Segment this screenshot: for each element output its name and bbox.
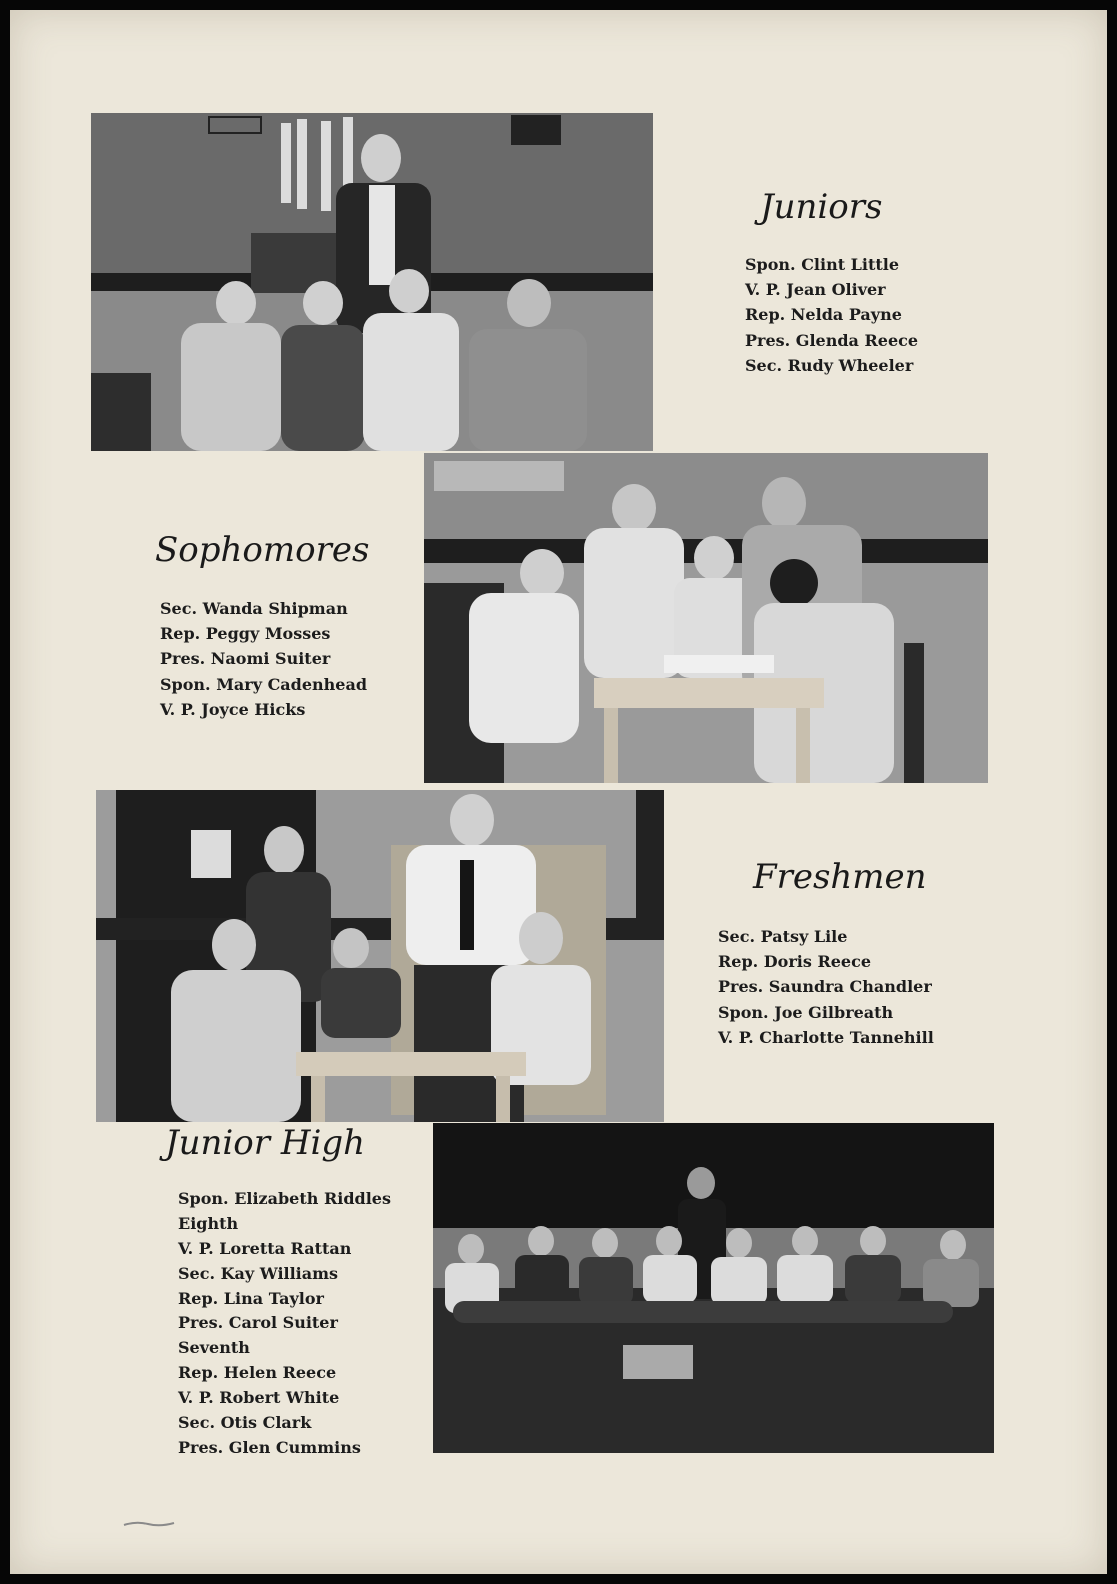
list-item: Pres. Glenda Reece (745, 330, 919, 350)
list-item: Spon. Joe Gilbreath (718, 1002, 894, 1022)
grade-label-seventh: Seventh (178, 1338, 250, 1358)
list-item: Rep. Nelda Payne (745, 305, 902, 325)
list-item: Pres. Saundra Chandler (718, 977, 932, 997)
freshmen-class-photo (96, 790, 664, 1122)
grade-label-eighth: Eighth (178, 1213, 239, 1233)
ink-smudge (122, 1518, 178, 1528)
junior-high-class-photo (433, 1123, 994, 1453)
list-item: Spon. Elizabeth Riddles (178, 1189, 391, 1208)
list-item: Pres. Carol Suiter (178, 1313, 338, 1333)
list-item: Sec. Wanda Shipman (160, 599, 348, 618)
yearbook-page (10, 10, 1107, 1574)
list-item: Sec. Kay Williams (178, 1263, 339, 1283)
list-item: Rep. Helen Reece (178, 1363, 337, 1383)
freshmen-officer-list (718, 924, 934, 1050)
list-item: V. P. Robert White (178, 1388, 340, 1408)
juniors-heading: Juniors (760, 187, 883, 227)
list-item: V. P. Jean Oliver (745, 280, 886, 300)
junior-high-officer-list (178, 1187, 391, 1461)
juniors-officer-list (745, 252, 918, 378)
junior-high-heading: Junior High (165, 1123, 366, 1163)
sophomores-class-photo (424, 453, 988, 783)
list-item: Rep. Peggy Mosses (160, 624, 331, 644)
list-item: Spon. Clint Little (745, 255, 900, 274)
list-item: V. P. Charlotte Tannehill (718, 1027, 934, 1047)
sophomores-officer-list (160, 596, 367, 722)
list-item: V. P. Loretta Rattan (178, 1238, 352, 1258)
juniors-class-photo (91, 113, 653, 451)
list-item: Pres. Naomi Suiter (160, 649, 331, 669)
list-item: Rep. Doris Reece (718, 952, 872, 972)
list-item: Sec. Patsy Lile (718, 927, 848, 946)
sophomores-heading: Sophomores (155, 530, 370, 570)
list-item: Pres. Glen Cummins (178, 1437, 361, 1457)
list-item: Sec. Rudy Wheeler (745, 355, 914, 375)
freshmen-heading: Freshmen (753, 857, 927, 897)
list-item: Spon. Mary Cadenhead (160, 674, 368, 694)
list-item: V. P. Joyce Hicks (160, 699, 306, 719)
list-item: Sec. Otis Clark (178, 1413, 312, 1433)
list-item: Rep. Lina Taylor (178, 1288, 324, 1308)
